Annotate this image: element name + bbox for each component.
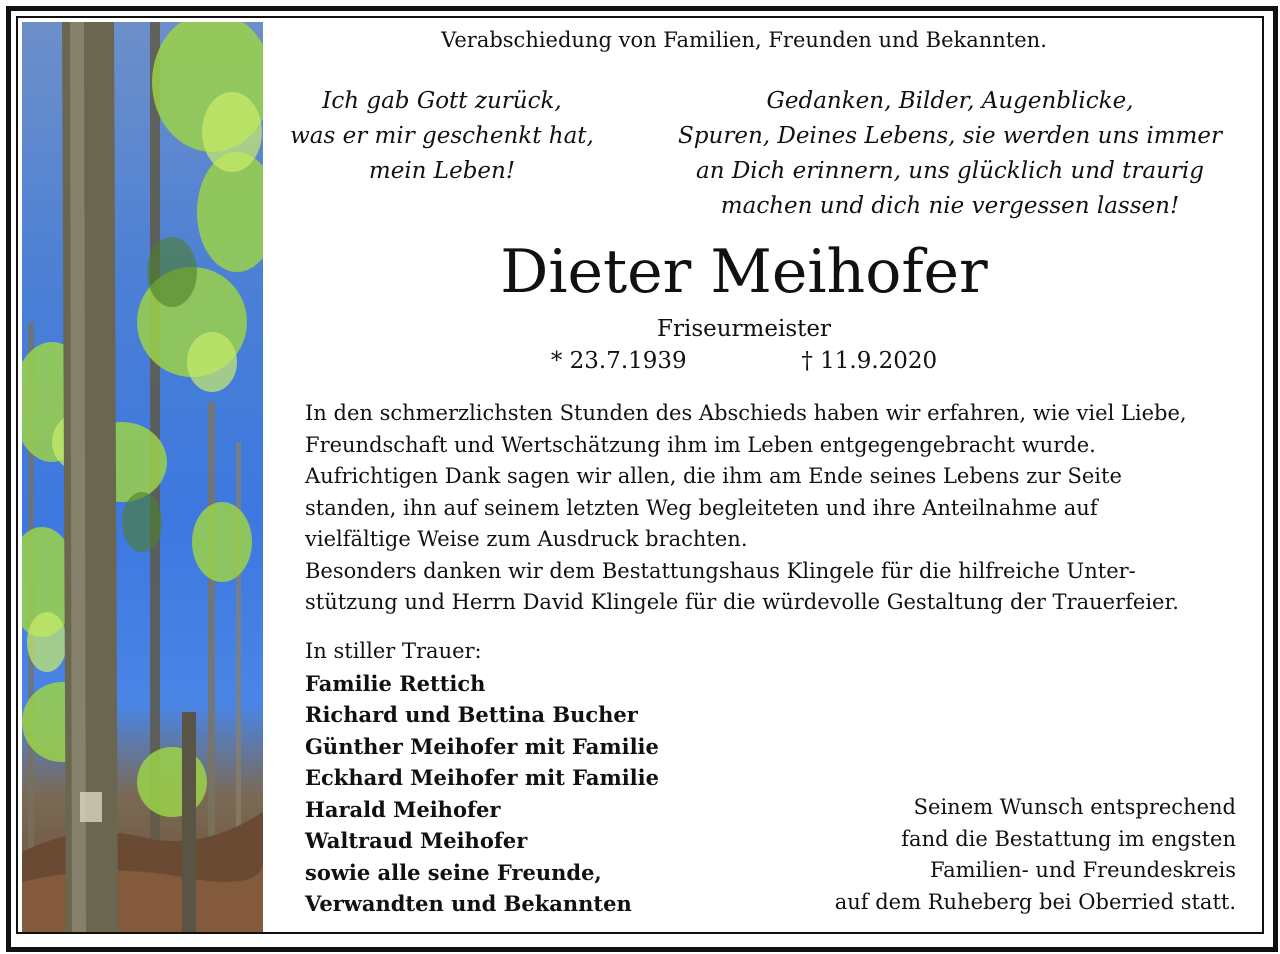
verse-right-line: Gedanken, Bilder, Augenblicke, <box>766 88 1134 114</box>
verse-left-line: was er mir geschenkt hat, <box>290 123 594 149</box>
gratitude-line: Freundschaft und Wertschätzung ihm im Leben entgegengebracht wurde. <box>305 432 1096 457</box>
mourner-name: Eckhard Meihofer mit Familie <box>305 765 659 790</box>
gratitude-line: vielfältige Weise zum Ausdruck brachten. <box>305 527 748 551</box>
verse-right-line: machen und dich nie vergessen lassen! <box>720 193 1180 219</box>
profession: Friseurmeister <box>657 316 831 342</box>
verse-right-line: an Dich erinnern, uns glücklich und traurig <box>696 158 1204 184</box>
burial-line: Seinem Wunsch entsprechend <box>913 795 1236 819</box>
mourner-name: Verwandten und Bekannten <box>305 891 632 916</box>
gratitude-line: In den schmerzlichsten Stunden des Abschieds haben wir erfahren, wie viel Liebe, <box>305 401 1187 425</box>
forest-photo <box>22 22 263 932</box>
death-date: † 11.9.2020 <box>801 348 938 374</box>
mourner-name: Günther Meihofer mit Familie <box>305 733 659 759</box>
mourner-name: sowie alle seine Freunde, <box>305 859 602 885</box>
verse-left <box>282 84 602 189</box>
verse-left-line: Ich gab Gott zurück, <box>322 88 562 114</box>
burial-line: fand die Bestattung im engsten <box>901 826 1236 851</box>
mourners-block <box>305 636 785 920</box>
mourner-name: Waltraud Meihofer <box>305 828 528 853</box>
verse-right-line: Spuren, Deines Lebens, sie werden uns immer <box>678 123 1222 149</box>
burial-line: Familien- und Freundeskreis <box>929 858 1236 882</box>
birth-date: * 23.7.1939 <box>550 348 687 374</box>
gratitude-line: standen, ihn auf seinem letzten Weg begleiteten und ihre Anteilnahme auf <box>305 495 1098 520</box>
life-dates <box>264 348 1224 374</box>
verse-right <box>640 84 1260 224</box>
forest-illustration <box>22 22 263 932</box>
top-line: Verabschiedung von Familien, Freunden und Bekannten. <box>441 28 1047 52</box>
burial-note <box>770 792 1236 918</box>
gratitude-line: Aufrichtigen Dank sagen wir allen, die ihm am Ende seines Lebens zur Seite <box>305 464 1122 488</box>
deceased-name: Dieter Meihofer <box>500 237 988 307</box>
mourner-name: Richard und Bettina Bucher <box>305 702 638 727</box>
gratitude-line: stützung und Herrn David Klingele für die würdevolle Gestaltung der Trauerfeier. <box>305 590 1179 614</box>
gratitude-line: Besonders danken wir dem Bestattungshaus Klingele für die hilfreiche Unter- <box>305 558 1136 583</box>
verse-left-line: mein Leben! <box>368 158 516 184</box>
mourning-label: In stiller Trauer: <box>305 639 482 663</box>
mourner-name: Familie Rettich <box>305 670 486 696</box>
gratitude-text <box>305 398 1245 619</box>
mourner-name: Harald Meihofer <box>305 796 501 822</box>
burial-line: auf dem Ruheberg bei Oberried statt. <box>834 889 1236 914</box>
